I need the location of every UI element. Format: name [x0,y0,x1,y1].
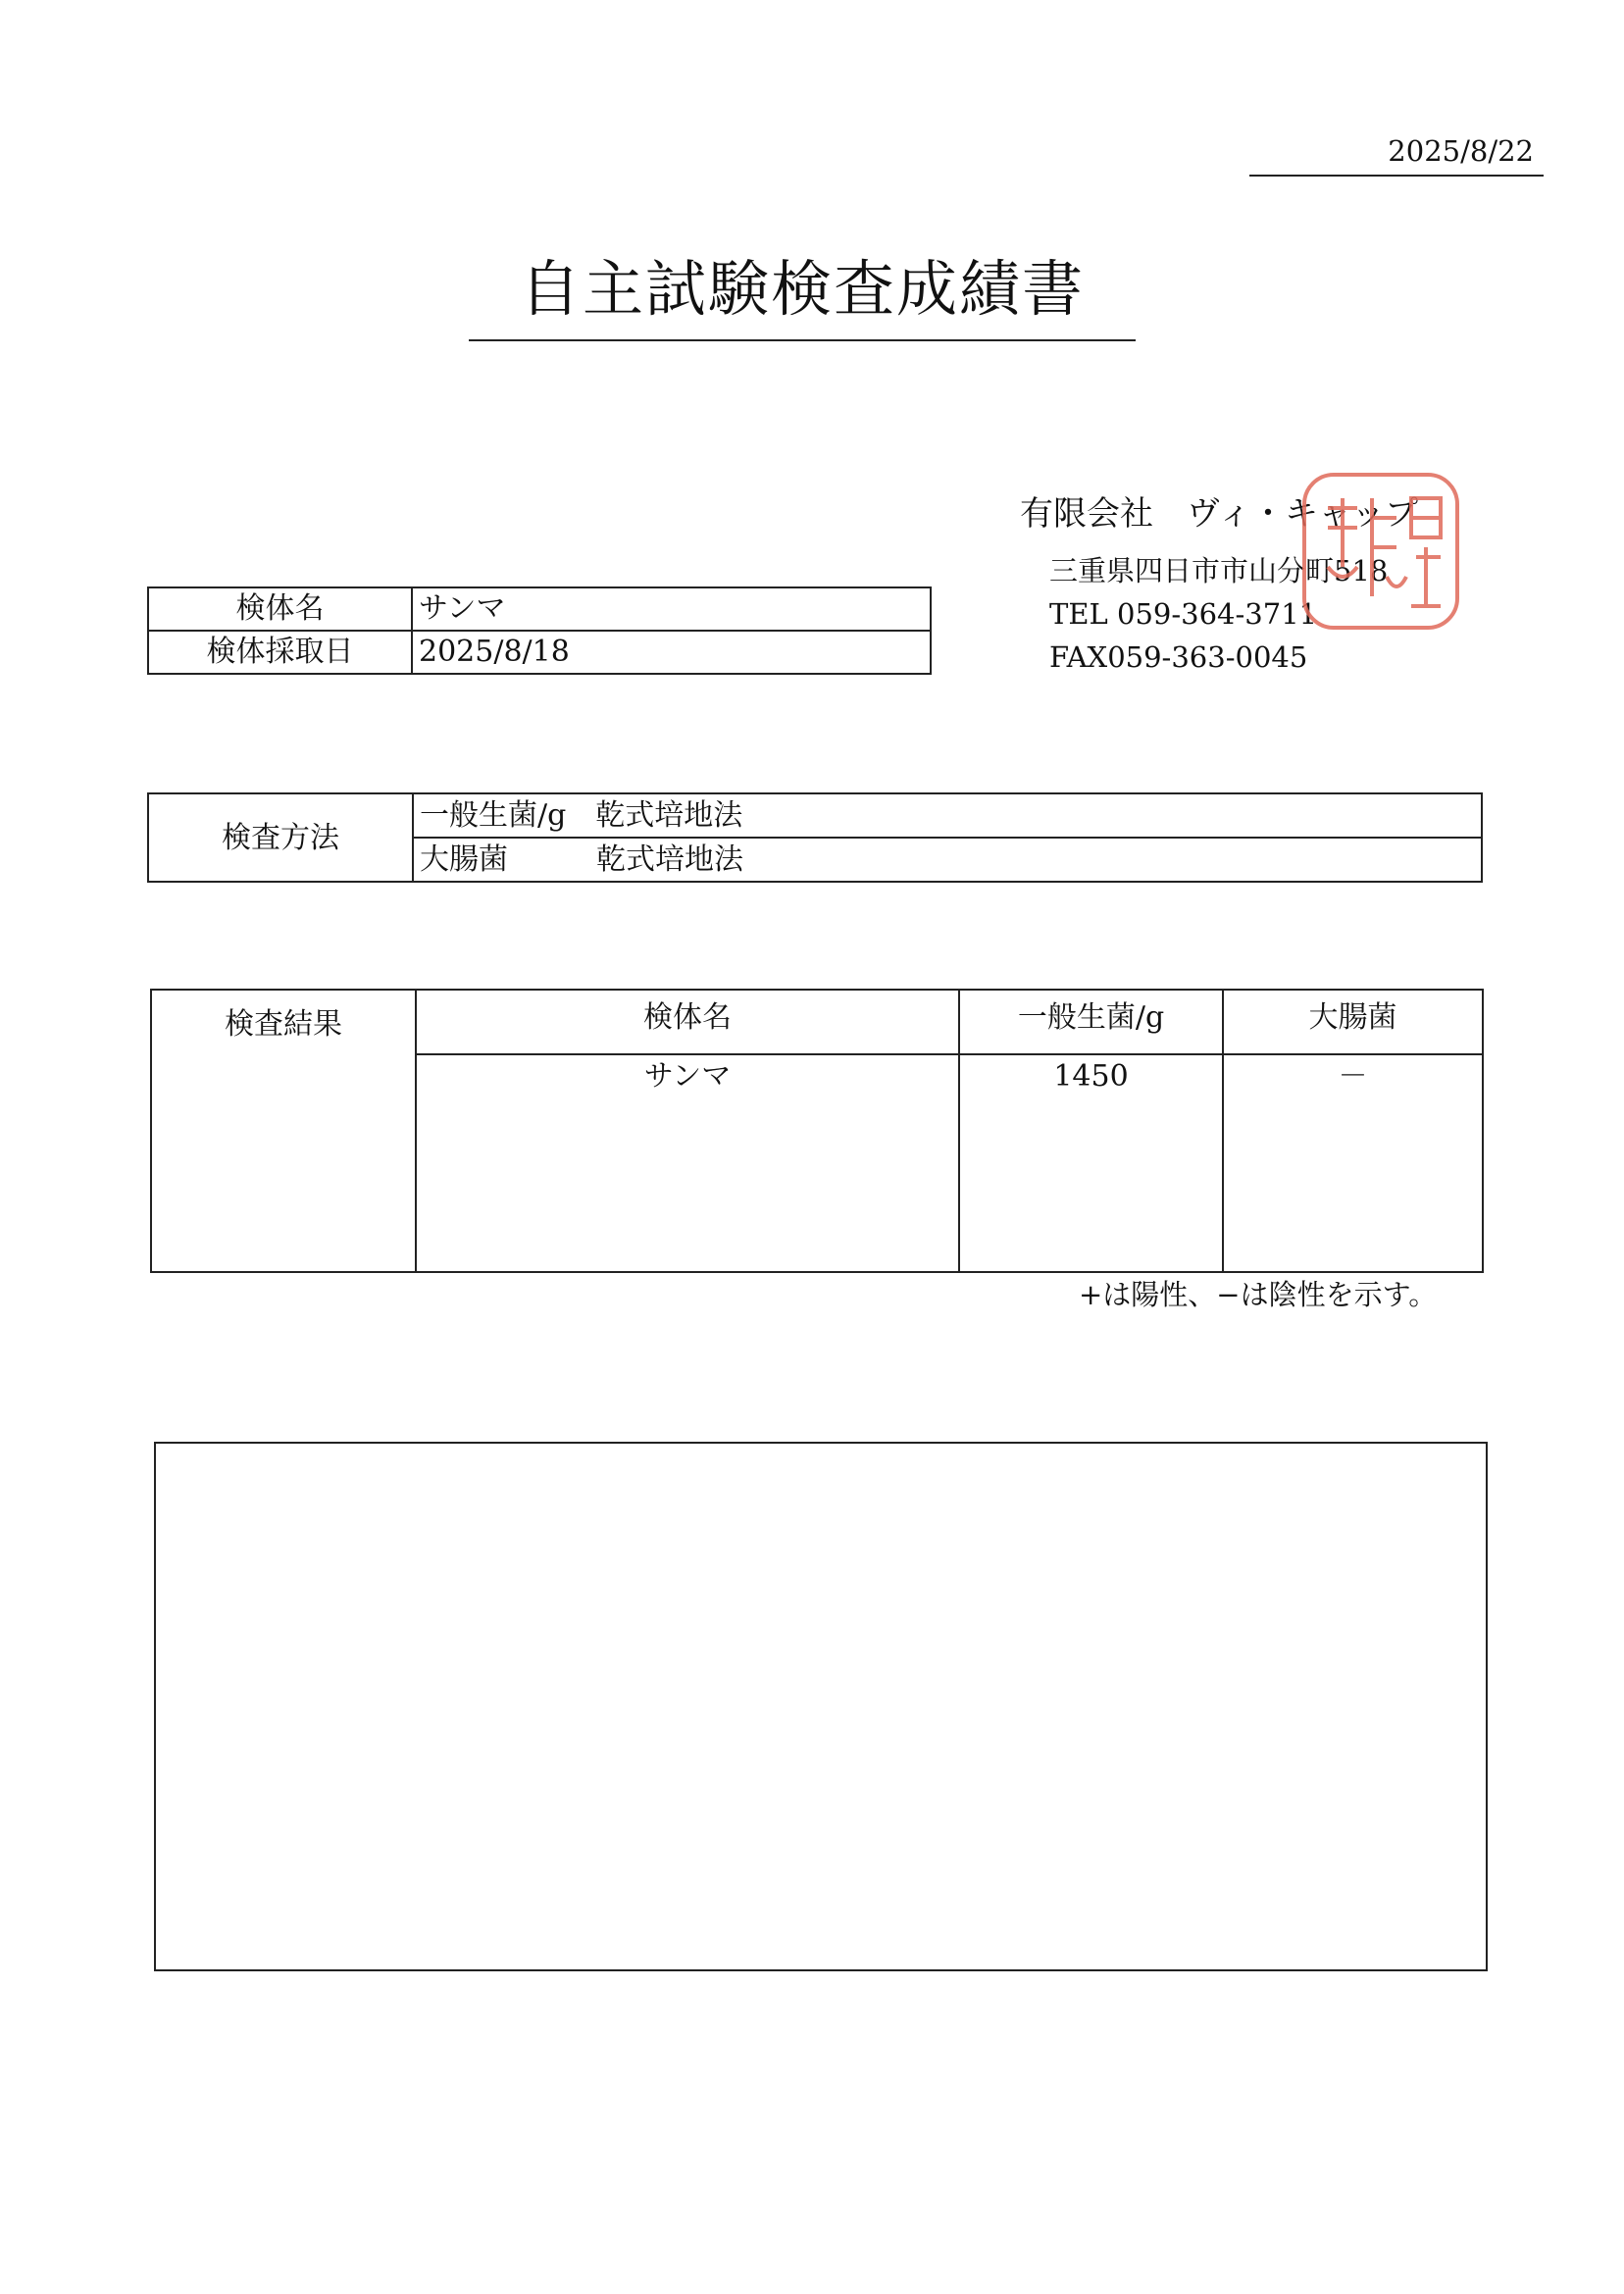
company-tel: TEL 059-364-3711 [1049,597,1318,631]
results-cell: － [1223,1054,1483,1272]
company-name: 有限会社 ヴィ・キャップ [1020,494,1418,534]
results-header: 大腸菌 [1223,990,1483,1054]
sample-date-value: 2025/8/18 [412,631,931,674]
document-title: 自主試験検査成績書 [469,245,1136,341]
report-date: 2025/8/22 [1249,126,1544,177]
table-row [148,587,931,631]
table-row [148,631,931,674]
sample-name-value: サンマ [412,587,931,631]
result-legend-note: +は陽性、−は陰性を示す。 [1079,1278,1438,1311]
method-table [147,792,1483,883]
results-cell: サンマ [416,1054,959,1272]
company-address: 三重県四日市市山分町518 [1049,554,1389,587]
results-cell: 1450 [959,1054,1223,1272]
remarks-box [154,1442,1488,1971]
method-row: 大腸菌 乾式培地法 [413,838,1482,882]
company-seal-stamp [1298,469,1463,634]
table-row [151,990,1483,1054]
sample-name-label: 検体名 [148,587,412,631]
method-label: 検査方法 [148,793,413,882]
table-row [148,793,1482,838]
company-fax: FAX059-363-0045 [1049,640,1308,674]
results-table [150,989,1484,1273]
sample-info-table [147,586,932,675]
results-label: 検査結果 [151,990,416,1272]
results-header: 検体名 [416,990,959,1054]
results-header: 一般生菌/g [959,990,1223,1054]
sample-date-label: 検体採取日 [148,631,412,674]
method-row: 一般生菌/g 乾式培地法 [413,793,1482,838]
